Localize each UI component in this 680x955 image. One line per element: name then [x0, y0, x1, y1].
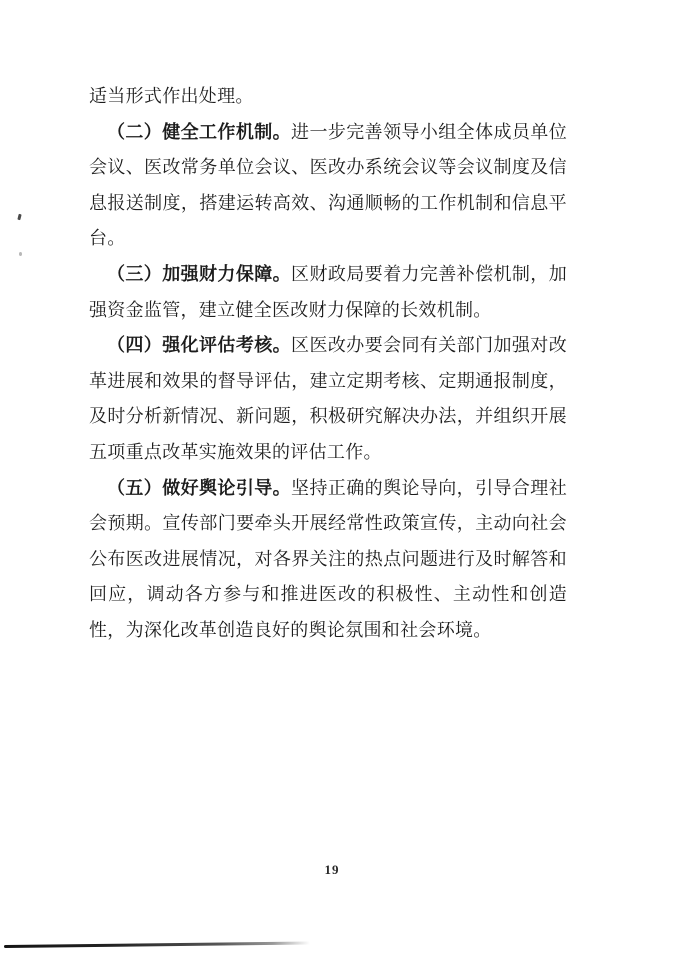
scan-edge-line-artifact [4, 942, 310, 948]
paragraph-body: 适当形式作出处理。 [89, 86, 254, 106]
page-number: 19 [324, 862, 340, 877]
paragraph-body: 坚持正确的舆论导向，引导合理社会预期。宣传部门要牵头开展经常性政策宣传，主动向社会公布医改进展情况，对各界关注的热点问题进行及时解答和回应，调动各方参与和推进医改的积极性、主动性和创造性，为深化改革创造良好的舆论氛围和社会环境。 [89, 477, 568, 640]
paragraph-body: 区财政局要着力完善补偿机制，加强资金监管，建立健全医改财力保障的长效机制。 [89, 263, 568, 320]
paragraph-item-2 [89, 115, 567, 257]
paragraph-body: 进一步完善领导小组全体成员单位会议、医改常务单位会议、医改办系统会议等会议制度及信息报送制度，搭建运转高效、沟通顺畅的工作机制和信息平台。 [89, 121, 568, 249]
paragraph-heading: （二）健全工作机制。 [107, 121, 292, 142]
paragraph-heading: （五）做好舆论引导。 [107, 477, 292, 498]
paragraph-item-4 [89, 328, 567, 470]
paragraph-item-3 [89, 257, 567, 328]
paragraph-heading: （四）强化评估考核。 [107, 335, 292, 356]
paragraph-heading: （三）加强财力保障。 [107, 263, 292, 284]
scan-speck-artifact [19, 252, 22, 256]
document-body-text [89, 79, 567, 649]
paragraph-item-5 [89, 471, 567, 649]
paragraph-body: 区医改办要会同有关部门加强对改革进展和效果的督导评估，建立定期考核、定期通报制度，及时分析新情况、新问题，积极研究解决办法，并组织开展五项重点改革实施效果的评估工作。 [89, 335, 568, 462]
scan-speck-artifact [17, 214, 21, 221]
paragraph-continuation [89, 79, 567, 115]
